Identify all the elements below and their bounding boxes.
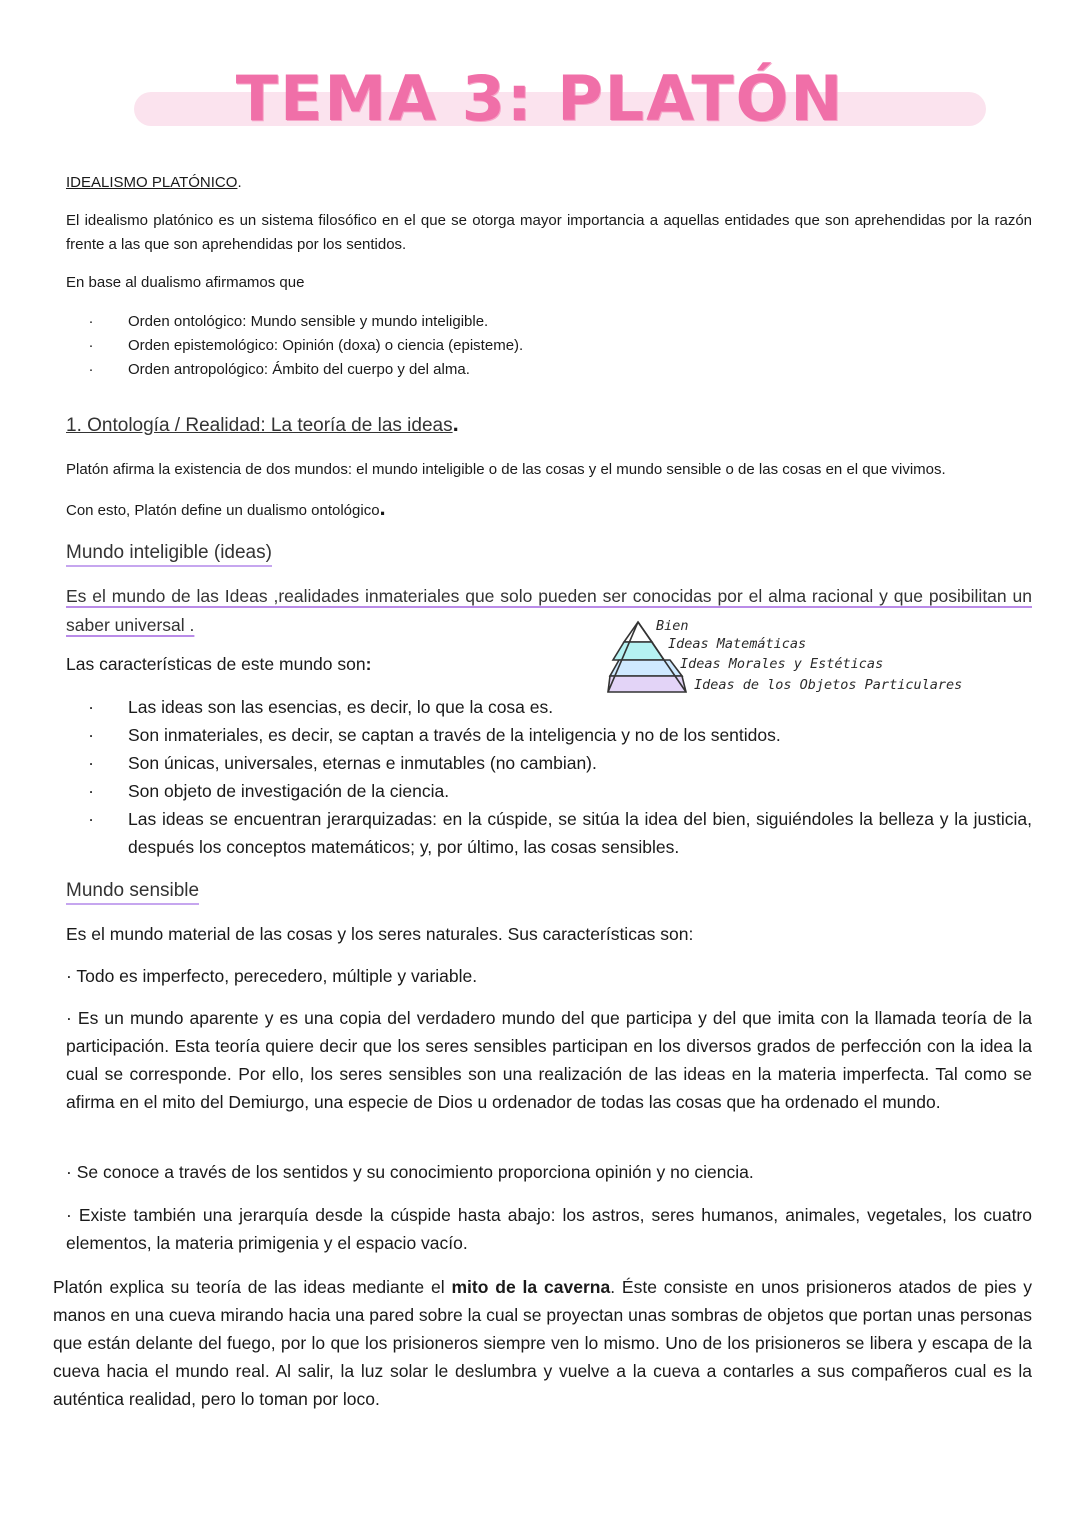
section1-heading: 1. Ontología / Realidad: La teoría de las ideas <box>66 415 453 436</box>
inteligible-heading: Mundo inteligible (ideas) <box>66 541 272 567</box>
intro-heading-line: IDEALISMO PLATÓNICO. <box>66 174 242 191</box>
intro-heading: IDEALISMO PLATÓNICO <box>66 174 238 191</box>
caverna-paragraph: Platón explica su teoría de las ideas mediante el mito de la caverna. Éste consiste en unos prisioneros atados de pies y manos en una cueva mirando hacia una pared sobre la cual se proyectan unas sombras de objetos que portan unas personas que están delante del fuego, por lo que los prisioneros siempre ven lo mismo. Uno de los prisioneros se libera y escapa de la cueva hacia el mundo real. Al salir, la luz solar le deslumbra y vuelve a la cueva a contarles a sus compañeros cual es la auténtica realidad, pero lo toman por loco. <box>53 1277 1032 1409</box>
sensible-heading: Mundo sensible <box>66 879 199 905</box>
list-item: · Las ideas son las esencias, es decir, lo que la cosa es. <box>88 697 554 717</box>
section1-paragraph-1: Platón afirma la existencia de dos mundos: el mundo inteligible o de las cosas y el mundo sensible o de las cosas en el que vivimos. <box>66 461 946 478</box>
page-title: TEMA 3: PLATÓN <box>235 62 845 135</box>
intro-lead: En base al dualismo afirmamos que <box>66 274 305 291</box>
intro-paragraph: El idealismo platónico es un sistema filosófico en el que se otorga mayor importancia a aquellas entidades que son aprehendidas por la razón frente a las que son aprehendidas por los sentidos. <box>66 212 1032 253</box>
sensible-heading-line <box>66 879 1032 905</box>
pyramid-level-matematicas <box>613 642 664 660</box>
list-item: · Orden antropológico: Ámbito del cuerpo y del alma. <box>88 361 470 378</box>
list-item: · Son únicas, universales, eternas e inmutables (no cambian). <box>88 753 597 773</box>
pyramid-label-objetos: Ideas de los Objetos Particulares <box>694 677 963 693</box>
inteligible-lead: Las características de este mundo son: <box>66 654 372 674</box>
pyramid-label-matematicas: Ideas Matemáticas <box>668 636 807 652</box>
pyramid-level-bien <box>624 622 652 642</box>
list-item: · Las ideas se encuentran jerarquizadas: en la cúspide, se sitúa la idea del bien, siguiéndoles la belleza y la justicia, después los conceptos matemáticos; y, por último, las cosas sensibles. <box>88 809 1032 857</box>
section1-heading-line: 1. Ontología / Realidad: La teoría de las ideas. <box>66 411 459 436</box>
pyramid-label-bien: Bien <box>656 618 689 634</box>
sensible-item-3: · Se conoce a través de los sentidos y su conocimiento proporciona opinión y no ciencia. <box>66 1162 754 1182</box>
pyramid-label-morales: Ideas Morales y Estéticas <box>680 656 884 672</box>
intro-bullet-list <box>66 310 1032 382</box>
caverna-bold-term: mito de la caverna <box>451 1277 611 1297</box>
list-item: · Son objeto de investigación de la ciencia. <box>88 781 450 801</box>
list-item: · Orden ontológico: Mundo sensible y mundo inteligible. <box>88 313 489 330</box>
inteligible-bullet-list <box>66 693 1032 861</box>
list-item: · Son inmateriales, es decir, se captan a través de la inteligencia y no de los sentidos. <box>88 725 781 745</box>
sensible-item-4: · Existe también una jerarquía desde la cúspide hasta abajo: los astros, seres humanos, animales, vegetales, los cuatro elementos, la materia primigenia y el espacio vacío. <box>66 1205 1032 1253</box>
sensible-item-2: · Es un mundo aparente y es una copia del verdadero mundo del que participa y del que imita con la llamada teoría de la participación. Esta teoría quiere decir que los seres sensibles participan en los diversos grados de perfección con la idea la cual se corresponde. Por ello, los seres sensibles son una realización de las ideas en la materia imperfecta. Tal como se afirma en el mito del Demiurgo, una especie de Dios u ordenador de todas las cosas que ha ordenado el mundo. <box>66 1008 1032 1112</box>
inteligible-definition: Es el mundo de las Ideas ,realidades inmateriales que solo pueden ser conocidas por el alma racional y que posibilitan un saber universal . <box>66 586 1032 635</box>
inteligible-heading-line <box>66 541 1032 567</box>
sensible-item-1: · Todo es imperfecto, perecedero, múltiple y variable. <box>66 966 478 986</box>
sensible-lead: Es el mundo material de las cosas y los seres naturales. Sus características son: <box>66 924 694 944</box>
list-item: · Orden epistemológico: Opinión (doxa) o ciencia (episteme). <box>88 337 524 354</box>
ideas-pyramid-figure <box>606 616 1026 698</box>
pyramid-level-objetos <box>608 676 686 692</box>
section1-paragraph-2: Con esto, Platón define un dualismo ontológico. <box>66 495 386 520</box>
